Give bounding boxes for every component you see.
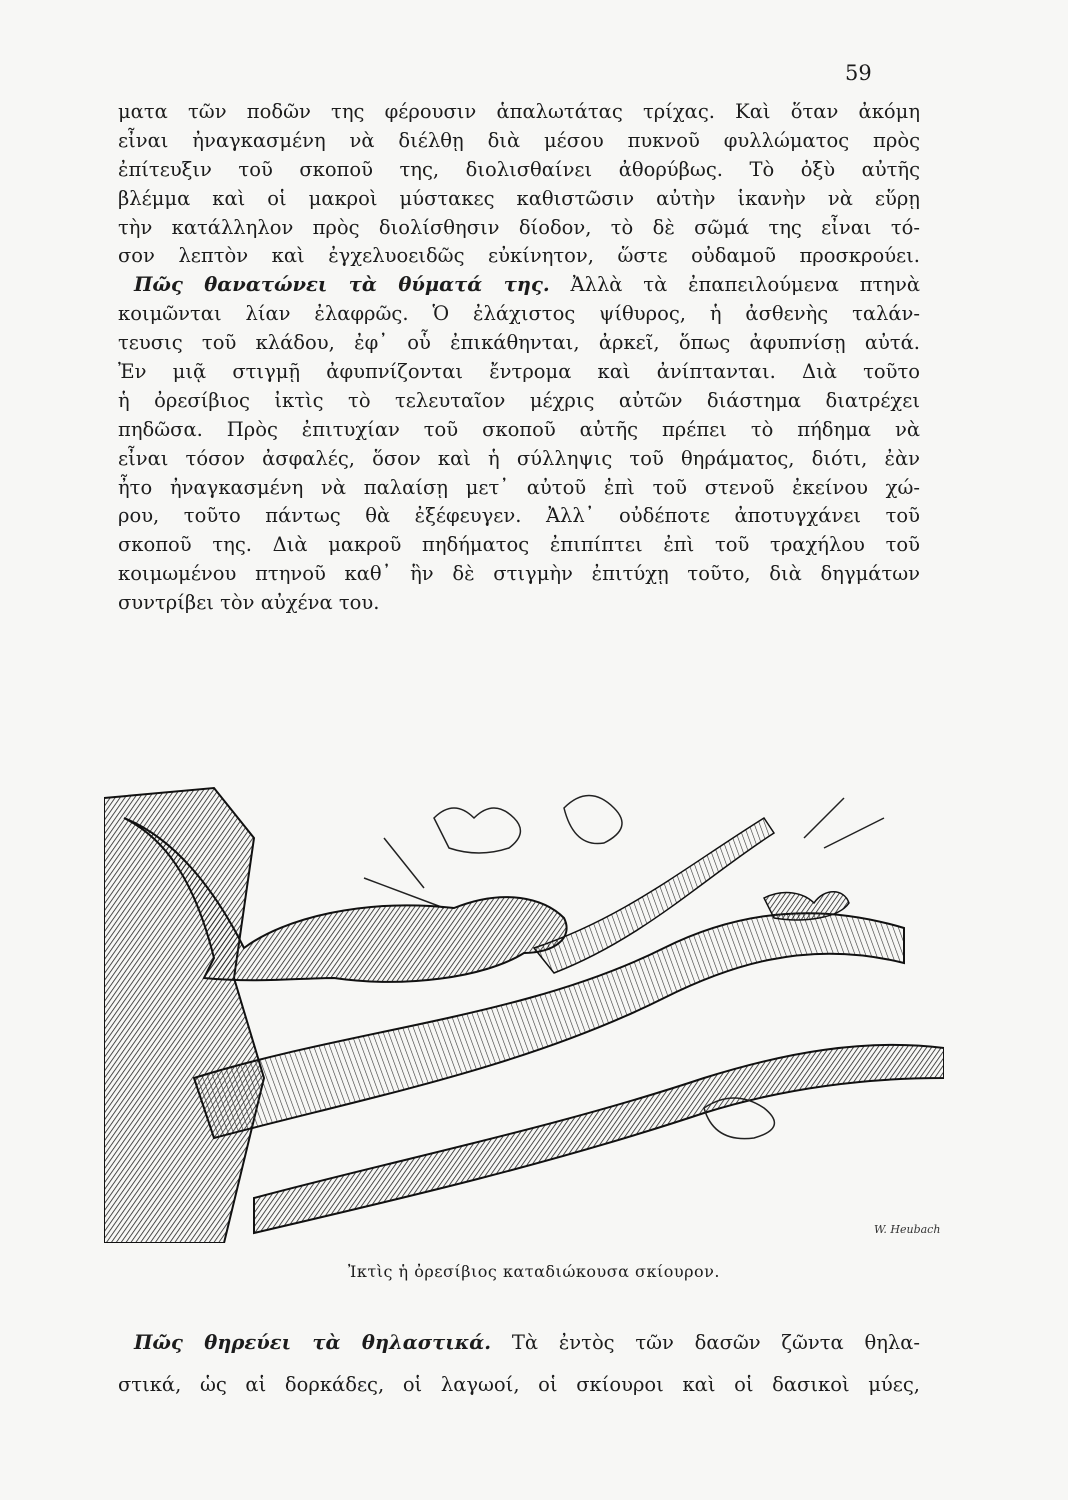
text-line: σκοποῦ της. Διὰ μακροῦ πηδήματος ἐπιπίπτει ἐπὶ τοῦ τραχήλου τοῦ xyxy=(118,533,920,557)
text-span: Τὰ ἐντὸς τῶν δασῶν ζῶντα θηλα- xyxy=(511,1331,921,1354)
text-line: κοιμῶνται λίαν ἐλαφρῶς. Ὁ ἐλάχιστος ψίθυρος, ἡ ἀσθενὴς ταλάν- xyxy=(118,302,920,326)
text-line: κοιμωμένου πτηνοῦ καθ᾽ ἣν δὲ στιγμὴν ἐπιτύχῃ τοῦτο, διὰ δηγμάτων xyxy=(118,562,920,586)
section-heading: Πῶς θηρεύει τὰ θηλαστικά. xyxy=(134,1331,492,1354)
text-line: ἐπίτευξιν τοῦ σκοποῦ της, διολισθαίνει ἀθορύβως. Τὸ ὀξὺ αὐτῆς xyxy=(118,157,920,181)
text-line: βλέμμα καὶ οἱ μακροὶ μύστακες καθιστῶσιν αὐτὴν ἱκανὴν νὰ εὕρῃ xyxy=(118,186,920,210)
text-span: Ἀλλὰ τὰ ἐπαπειλούμενα πτηνὰ xyxy=(570,273,921,297)
section-heading: Πῶς θανατώνει τὰ θύματά της. xyxy=(134,273,550,297)
figure-caption: Ἰκτὶς ἡ ὀρεσίβιος καταδιώκουσα σκίουρον. xyxy=(348,1262,720,1281)
text-line: Ἐν μιᾷ στιγμῇ ἀφυπνίζονται ἔντρομα καὶ ἀνίπτανται. Διὰ τοῦτο xyxy=(118,360,920,384)
text-line: στικά, ὡς αἱ δορκάδες, οἱ λαγωοί, οἱ σκίουροι καὶ οἱ δασικοὶ μύες, xyxy=(118,1373,920,1396)
body-text-bottom xyxy=(118,1322,920,1406)
text-line: ρου, τοῦτο πάντως θὰ ἐξέφευγεν. Ἀλλ᾽ οὐδέποτε ἀποτυγχάνει τοῦ xyxy=(118,504,920,528)
text-line: εἶναι τόσον ἀσφαλές, ὅσον καὶ ἡ σύλληψις τοῦ θηράματος, διότι, ἐὰν xyxy=(118,446,920,470)
paragraph-heading-line xyxy=(118,1322,920,1364)
text-line: ἡ ὀρεσίβιος ἰκτὶς τὸ τελευταῖον μέχρις αὐτῶν διάστημα διατρέχει xyxy=(118,388,920,412)
text-line: ἦτο ἠναγκασμένη νὰ παλαίσῃ μετ᾽ αὐτοῦ ἐπὶ τοῦ στενοῦ ἐκείνου χώ- xyxy=(118,475,920,499)
paragraph-heading-line xyxy=(118,271,920,300)
text-line: τευσις τοῦ κλάδου, ἐφ᾽ οὗ ἐπικάθηνται, ἀρκεῖ, ὅπως ἀφυπνίσῃ αὐτά. xyxy=(118,331,920,355)
text-line: σον λεπτὸν καὶ ἐγχελυοειδῶς εὐκίνητον, ὥστε οὐδαμοῦ προσκρούει. xyxy=(118,244,920,268)
illustration-marten-chasing-squirrel xyxy=(104,778,944,1243)
text-line: εἶναι ἠναγκασμένη νὰ διέλθῃ διὰ μέσου πυκνοῦ φυλλώματος πρὸς xyxy=(118,128,920,152)
text-line: τὴν κατάλληλον πρὸς διολίσθησιν δίοδον, τὸ δὲ σῶμά της εἶναι τό- xyxy=(118,215,920,239)
text-line: πηδῶσα. Πρὸς ἐπιτυχίαν τοῦ σκοποῦ αὐτῆς πρέπει τὸ πήδημα νὰ xyxy=(118,417,920,441)
tree-trunk xyxy=(104,788,264,1243)
body-text xyxy=(118,98,920,618)
illustrator-signature: W. Heubach xyxy=(874,1223,941,1236)
text-line: ματα τῶν ποδῶν της φέρουσιν ἁπαλωτάτας τρίχας. Καὶ ὅταν ἀκόμη xyxy=(118,100,920,123)
text-line: συντρίβει τὸν αὐχένα του. xyxy=(118,591,380,615)
page-number: 59 xyxy=(845,61,872,85)
